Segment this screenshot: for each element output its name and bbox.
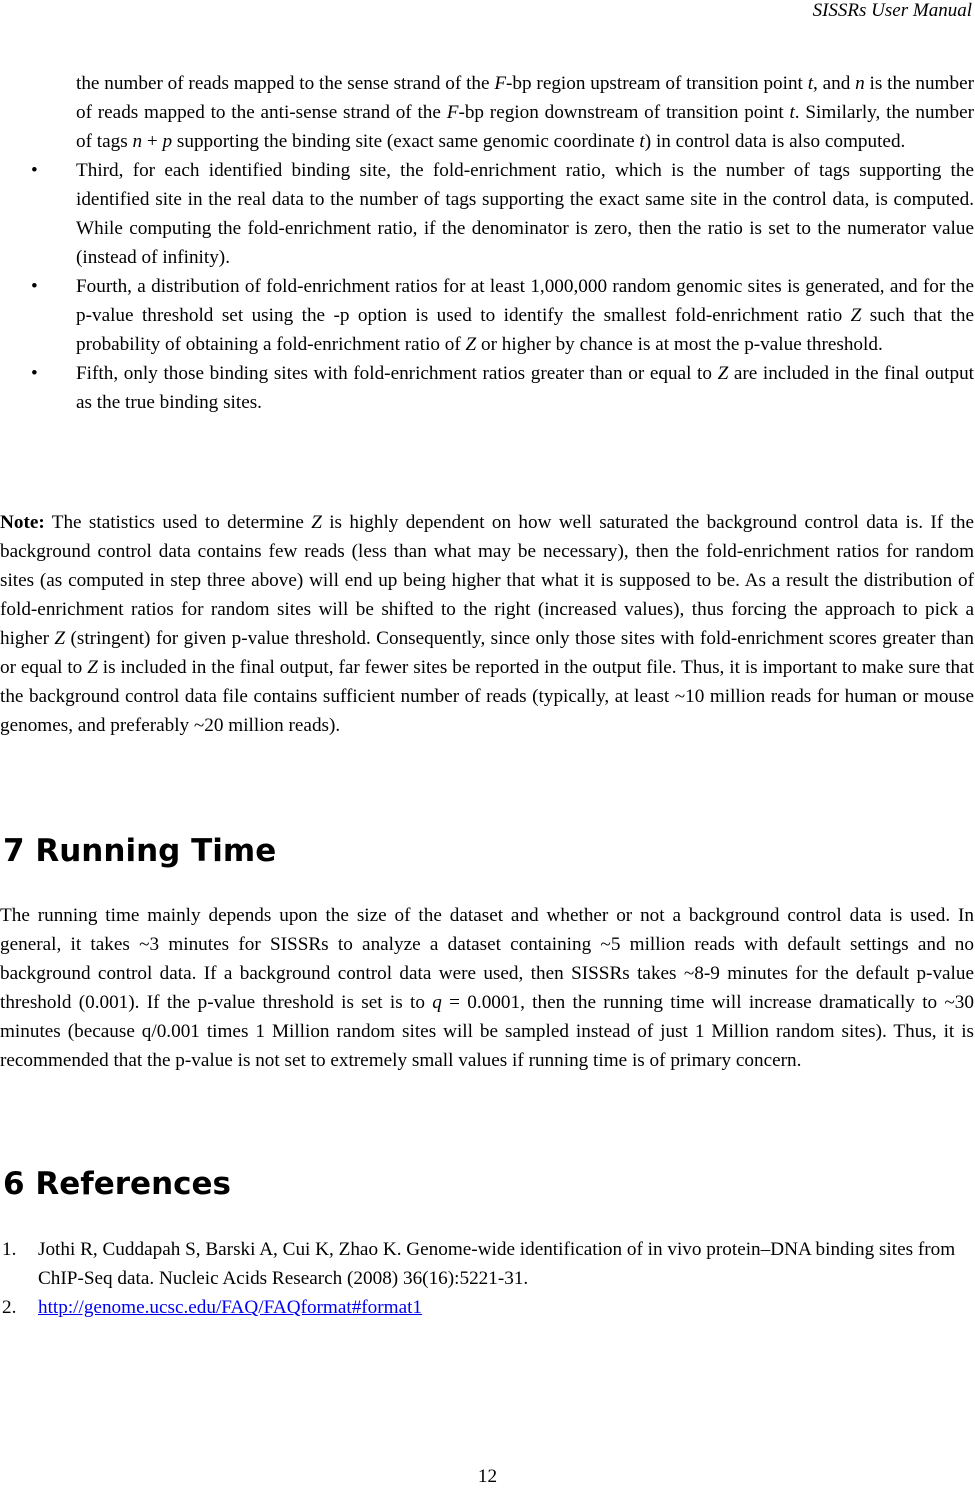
bullet-icon: • (31, 276, 38, 297)
running-header: SISSRs User Manual (812, 0, 972, 21)
reference-item (0, 1235, 974, 1293)
reference-item (0, 1293, 974, 1322)
step-fourth: • Fourth, a distribution of fold-enrichment ratios for at least 1,000,000 random genomic sites is generated, and for the p-value threshold set using the -p option is used to identify the smallest fold-enrichment ratio Z such that the probability of obtaining a fold-enrichment ratio of Z or higher by chance is at most the p-value threshold. (0, 272, 974, 359)
section-heading-running-time: 7 Running Time (3, 833, 277, 869)
bullet-icon: • (31, 160, 38, 181)
step-third: • Third, for each identified binding site, the fold-enrichment ratio, which is the number of tags supporting the identified site in the real data to the number of tags supporting the exact same site in the control data, is computed. While computing the fold-enrichment ratio, if the denominator is zero, then the ratio is set to the numerator value (instead of infinity). (0, 156, 974, 272)
bullet-icon: • (31, 363, 38, 384)
reference-text: Jothi R, Cuddapah S, Barski A, Cui K, Zhao K. Genome-wide identification of in vivo protein–DNA binding sites from ChIP-Seq data. Nucleic Acids Research (2008) 36(16):5221-31. (38, 1239, 956, 1289)
note-paragraph: Note: The statistics used to determine Z is highly dependent on how well saturated the background control data is. If the background control data contains few reads (less than what may be necessary), then the fold-enrichment ratios for random sites (as computed in step three above) will end up being higher that what it is supposed to be. As a result the distribution of fold-enrichment ratios for random sites will be shifted to the right (increased values), thus forcing the approach to pick a higher Z (stringent) for given p-value threshold. Consequently, since only those sites with fold-enrichment scores greater than or equal to Z is included in the final output, far fewer sites be reported in the output file. Thus, it is important to make sure that the background control data file contains sufficient number of reads (typically, at least ~10 million reads for human or mouse genomes, and preferably ~20 million reads). (0, 512, 974, 736)
reference-number: 1. (2, 1239, 17, 1260)
page-number: 12 (477, 1466, 498, 1487)
running-time-paragraph: The running time mainly depends upon the size of the dataset and whether or not a background control data is used. In general, it takes ~3 minutes for SISSRs to analyze a dataset containing ~5 million reads with default settings and no background control data. If a background control data were used, then SISSRs takes ~8-9 minutes for the default p-value threshold (0.001). If the p-value threshold is set is to q = 0.0001, then the running time will increase dramatically to ~30 minutes (because q/0.001 times 1 Million random sites will be sampled instead of just 1 Million random sites). Thus, it is recommended that the p-value is not set to extremely small values if running time is of primary concern. (0, 905, 974, 1071)
step-two-continuation: the number of reads mapped to the sense strand of the F-bp region upstream of transition point t, and n is the number of reads mapped to the anti-sense strand of the F-bp region downstream of transition point t. Similarly, the number of tags n + p supporting the binding site (exact same genomic coordinate t) in control data is also computed. (76, 73, 974, 152)
note-label: Note: (0, 512, 45, 533)
reference-number: 2. (2, 1297, 17, 1318)
procedure-steps (0, 69, 974, 417)
step-fifth: • Fifth, only those binding sites with fold-enrichment ratios greater than or equal to Z are included in the final output as the true binding sites. (0, 359, 974, 417)
reference-list (0, 1235, 974, 1322)
reference-link[interactable]: http://genome.ucsc.edu/FAQ/FAQformat#format1 (38, 1297, 423, 1318)
section-heading-references: 6 References (3, 1166, 232, 1202)
